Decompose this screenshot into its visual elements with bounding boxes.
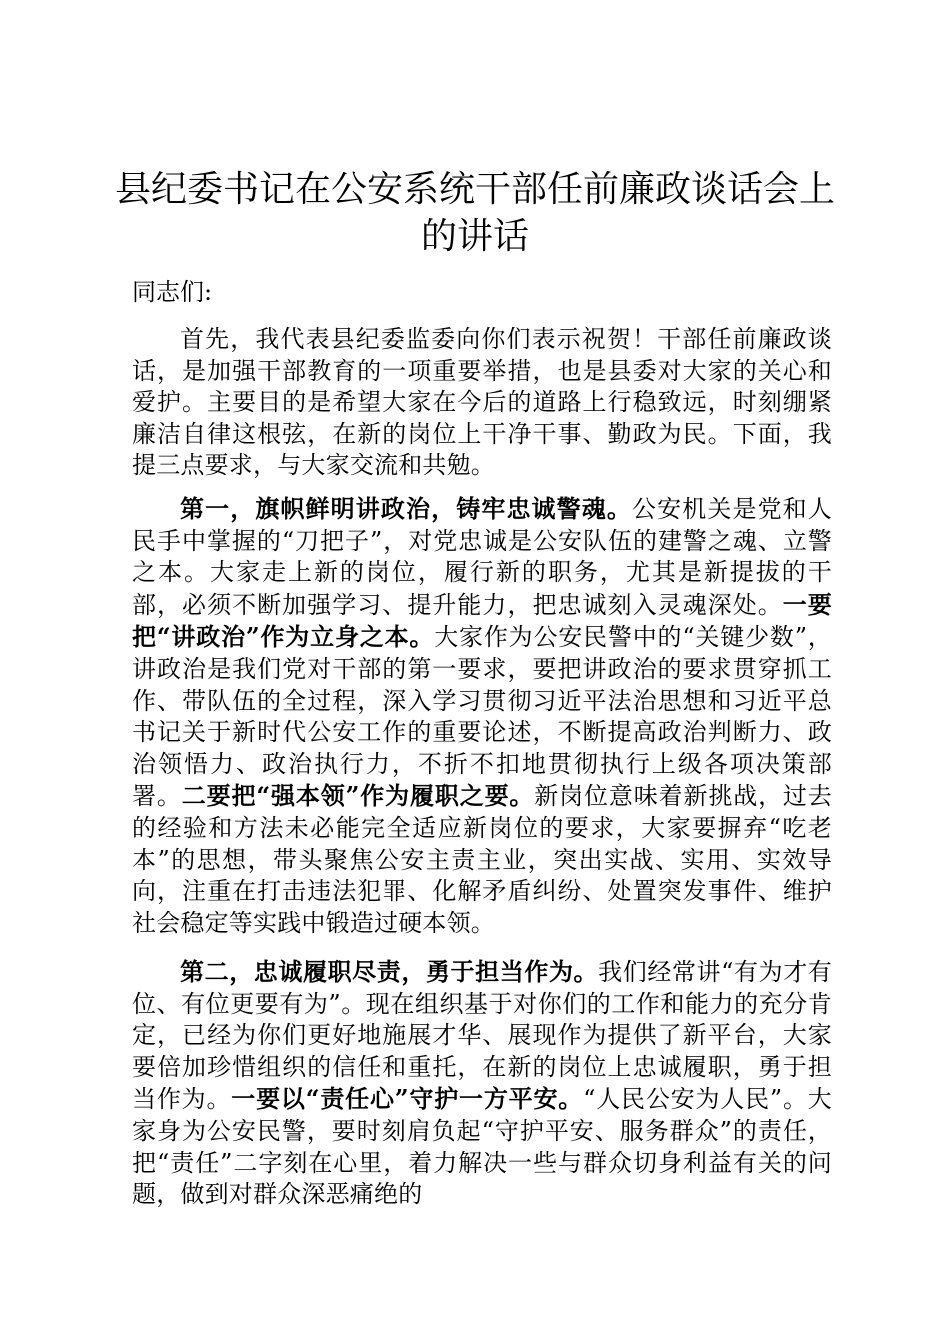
paragraph-text: 我们经常讲“有为才有位、有位更要有为”。现在组织基于对你们的工作和能力的充分肯定，已经为你们更好地施展才华、展现作为提供了新平台，大家要倍加珍惜组织的信任和重托，在新的岗位上忠诚履职，勇于担当作为。 [132,958,832,1114]
subpoint-heading: 一要以“责任心”守护一方平安。 [231,1084,584,1114]
paragraph-text: “人民公安为人民”。大家身为公安民警，要时刻肩负起“守护平安、服务群众”的责任，把“责任”二字刻在心里，着力解决一些与群众切身利益有关的问题，做到对群众深恶痛绝的 [132,1085,832,1209]
paragraph-intro [132,324,832,482]
paragraph-text: 大家作为公安民警中的“关键少数”，讲政治是我们党对干部的第一要求，要把讲政治的要求贯穿抓工作、带队伍的全过程，深入学习贯彻习近平法治思想和习近平总书记关于新时代公安工作的重要论述，不断提高政治判断力、政治领悟力、政治执行力，不折不扣地贯彻执行上级各项决策部署。 [132,623,832,811]
paragraph-text: 新岗位意味着新挑战，过去的经验和方法未必能完全适应新岗位的要求，大家要摒弃“吃老本”的思想，带头聚焦公安主责主业，突出实战、实用、实效导向，注重在打击违法犯罪、化解矛盾纠纷、处置突发事件、维护社会稳定等实践中锻造过硬本领。 [132,782,832,937]
section-heading: 第二，忠诚履职尽责，勇于担当作为。 [180,957,599,986]
paragraph-text: 公安机关是党和人民手中掌握的“刀把子”，对党忠诚是公安队伍的建警之魂、立警之本。大家走上新的岗位，履行新的职务，尤其是新提拔的干部，必须不断加强学习、提升能力，把忠诚刻入灵魂深处。 [132,495,832,619]
subpoint-heading: 二要把“强本领”作为履职之要。 [181,781,535,811]
document-title: 县纪委书记在公安系统干部任前廉政谈话会上的讲话 [114,169,835,257]
salutation: 同志们: [132,278,213,306]
paragraph-text: 首先，我代表县纪委监委向你们表示祝贺！干部任前廉政谈话，是加强干部教育的一项重要举措，也是县委对大家的关心和爱护。主要目的是希望大家在今后的道路上行稳致远，时刻绷紧廉洁自律这根弦，在新的岗位上干净干事、勤政为民。下面，我提三点要求，与大家交流和共勉。 [132,325,832,480]
paragraph-second-point [132,956,832,1211]
paragraph-first-point [132,493,832,939]
subpoint-heading: 一要把“讲政治”作为立身之本。 [132,589,832,652]
section-heading: 第一，旗帜鲜明讲政治，铸牢忠诚警魂。 [180,494,633,523]
